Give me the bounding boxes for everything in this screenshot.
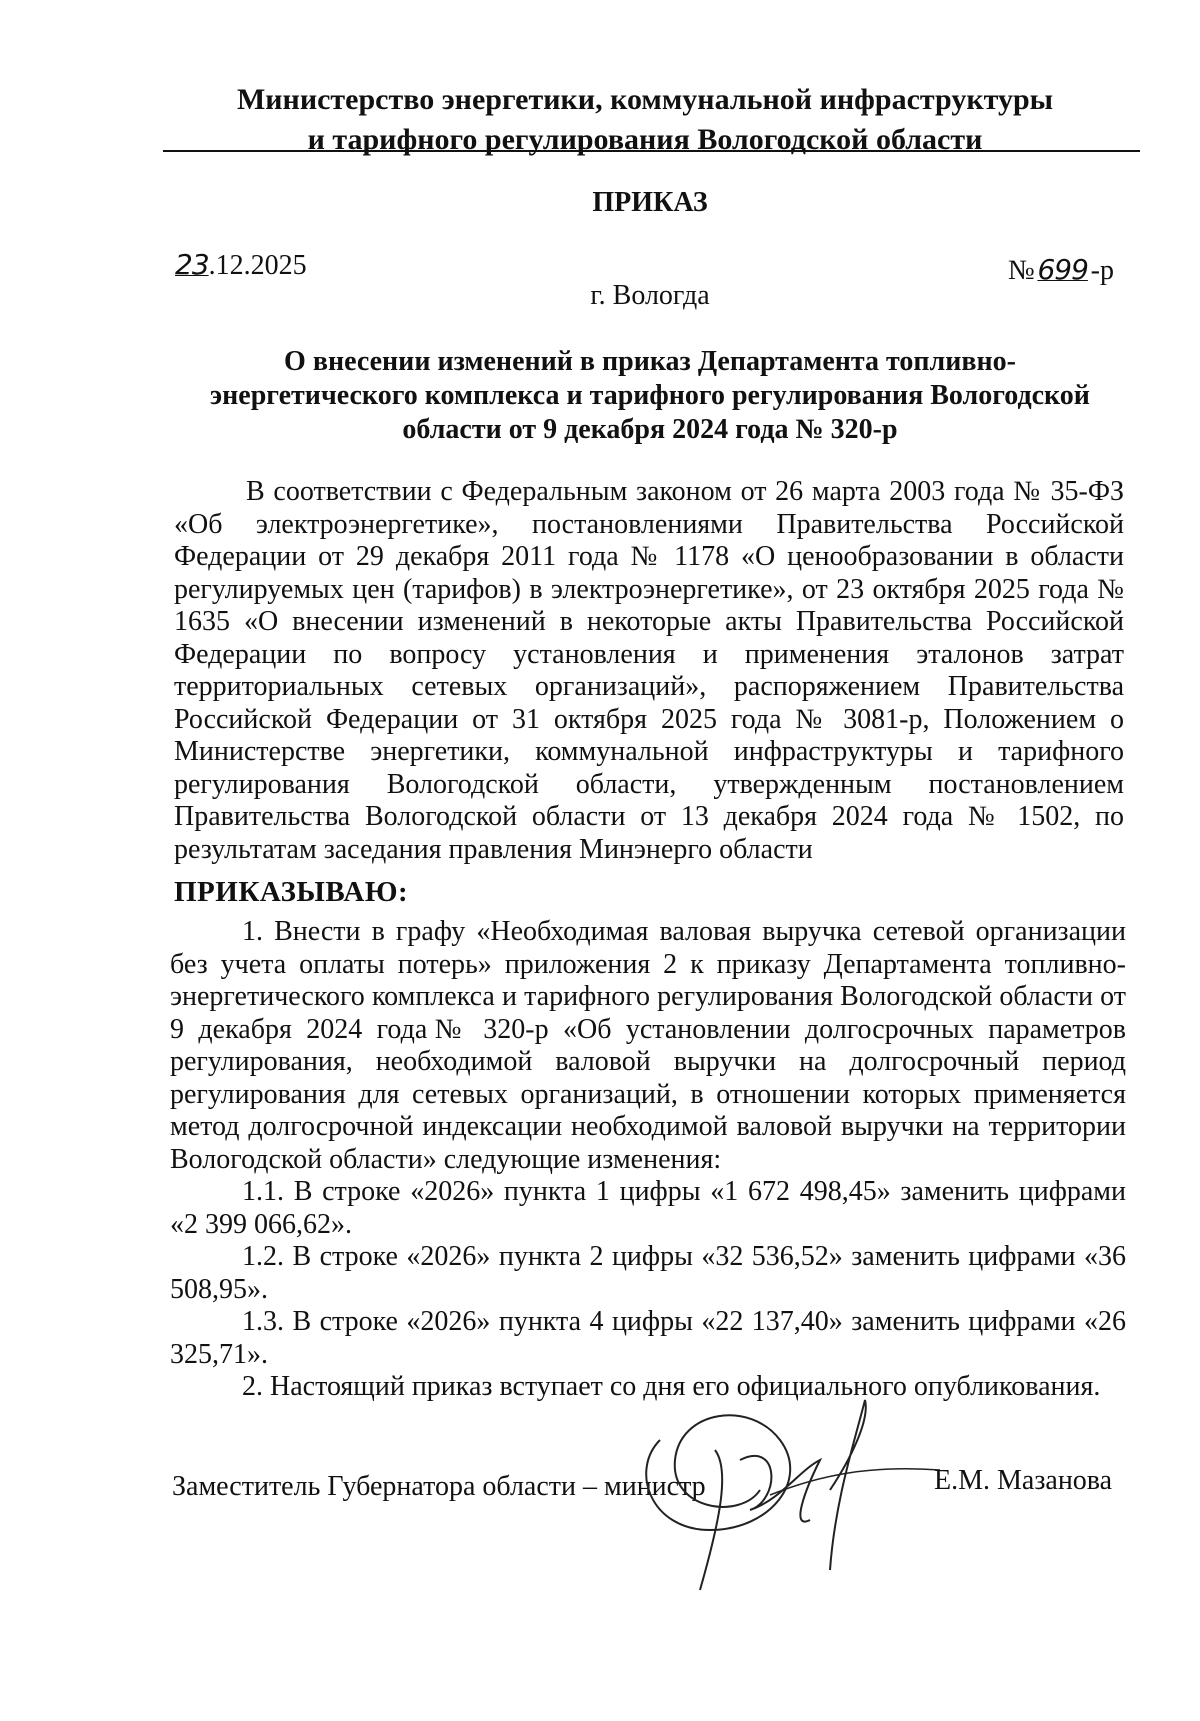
order-items bbox=[170, 916, 1126, 1404]
order-item-1-2: 1.2. В строке «2026» пункта 2 цифры «32 536,52» заменить цифрами «36 508,95». bbox=[170, 1241, 1126, 1305]
order-title: ПРИКАЗ bbox=[592, 187, 708, 218]
order-item-1: 1. Внести в графу «Необходимая валовая выручка сетевой организации без учета оплаты потерь» приложения 2 к приказу Департамента топливно-энергетического комплекса и тарифного регулирования Вологодской области от 9 декабря 2024 года№ 320-р «Об установлении долгосрочных параметров регулирования, необходимой валовой выручки на долгосрочный период регулирования для сетевых организаций, в отношении которых применяется метод долгосрочной индексации необходимой валовой выручки на территории Вологодской области» следующие изменения: bbox=[170, 916, 1126, 1175]
ministry-name-line1: Министерство энергетики, коммунальной инфраструктуры bbox=[236, 83, 1054, 116]
order-item-1-1: 1.1. В строке «2026» пункта 1 цифры «1 672 498,45» заменить цифрами «2 399 066,62». bbox=[170, 1176, 1126, 1240]
order-number-prefix: № bbox=[1007, 255, 1035, 286]
order-number-suffix: -р bbox=[1090, 255, 1114, 286]
order-date-day-handwritten: 23 bbox=[175, 248, 209, 281]
ministry-header bbox=[150, 80, 1140, 160]
handwritten-signature bbox=[620, 1380, 950, 1610]
order-item-1-3: 1.3. В строке «2026» пункта 4 цифры «22 137,40» заменить цифрами «26 325,71». bbox=[170, 1306, 1126, 1370]
order-item-2: 2. Настоящий приказ вступает со дня его официального опубликования. bbox=[242, 1371, 1101, 1402]
preamble-paragraph: В соответствии с Федеральным законом от 26 марта 2003 года № 35-ФЗ «Об электроэнергетике», постановлениями Правительства Российской Федерации от 29 декабря 2011 года № 1178 «О ценообразовании в области регулируемых цен (тарифов) в электроэнергетике», от 23 октября 2025 года № 1635 «О внесении изменений в некоторые акты Правительства Российской Федерации по вопросу установления и применения эталонов затрат территориальных сетевых организаций», распоряжением Правительства Российской Федерации от 31 октября 2025 года № 3081-р, Положением о Министерстве энергетики, коммунальной инфраструктуры и тарифного регулирования Вологодской области, утвержденным постановлением Правительства Вологодской области от 13 декабря 2024 года № 1502, по результатам заседания правления Минэнерго области bbox=[174, 476, 1124, 865]
signatory-position: Заместитель Губернатора области – министр bbox=[172, 1471, 706, 1502]
order-subject: О внесении изменений в приказ Департамента топливно-энергетического комплекса и тарифного регулирования Вологодской области от 9 декабря 2024 года № 320-р bbox=[210, 346, 1090, 445]
order-date bbox=[175, 248, 307, 282]
order-date-month-year: .12.2025 bbox=[208, 250, 307, 281]
decree-word: ПРИКАЗЫВАЮ: bbox=[174, 876, 409, 908]
ministry-name-line2: и тарифного регулирования Вологодской области bbox=[307, 123, 983, 156]
header-divider bbox=[163, 150, 1140, 152]
signatory-name: Е.М. Мазанова bbox=[934, 1465, 1113, 1496]
order-number-handwritten: 699 bbox=[1037, 253, 1088, 286]
order-city: г. Вологда bbox=[590, 280, 710, 311]
